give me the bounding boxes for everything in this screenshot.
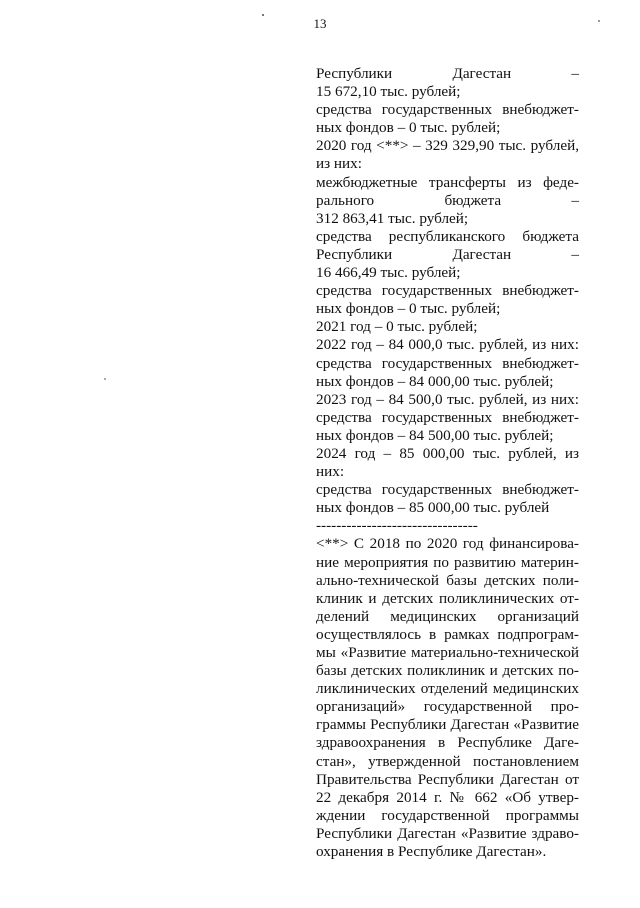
text-line: 2022 год – 84 000,0 тыс. рублей, из них:	[316, 336, 579, 354]
text-line: 312 863,41 тыс. рублей;	[316, 209, 469, 227]
text-line: ных фондов – 0 тыс. рублей;	[316, 300, 501, 318]
text-line: рального бюджета –	[316, 191, 579, 209]
text-line: средства государственных внебюджет-	[316, 282, 579, 300]
footnote-line: базы детских поликлиник и детских по-	[316, 662, 579, 680]
text-line: средства государственных внебюджет-	[316, 408, 579, 426]
text-line: них:	[316, 463, 345, 481]
footnote-line: ние мероприятия по развитию материн-	[316, 553, 579, 571]
text-line: 16 466,49 тыс. рублей;	[316, 264, 461, 282]
footnote-line: здравоохранения в Республике Даге-	[316, 734, 579, 752]
footnote-line: <**> С 2018 по 2020 год финансирова-	[316, 535, 579, 553]
footnote-line: осуществлялось в рамках подпрограм-	[316, 625, 579, 643]
page-number: 13	[313, 16, 327, 31]
document-body	[316, 65, 579, 861]
scan-mark	[104, 378, 106, 380]
text-line: Республики Дагестан –	[316, 65, 579, 82]
footnote-line: стан», утвержденной постановлением	[316, 752, 579, 770]
footnote-line: организаций» государственной про-	[316, 698, 579, 716]
text-line: 2020 год <**> – 329 329,90 тыс. рублей,	[316, 137, 579, 155]
footnote-line: 22 декабря 2014 г. № 662 «Об утвер-	[316, 788, 579, 806]
footnote-line: ликлинических отделений медицинских	[316, 680, 579, 698]
footnote-line: Правительства Республики Дагестан от	[316, 770, 579, 788]
text-line: 2023 год – 84 500,0 тыс. рублей, из них:	[316, 390, 579, 408]
text-line: ных фондов – 84 500,00 тыс. рублей;	[316, 426, 554, 444]
text-line: межбюджетные трансферты из феде-	[316, 173, 579, 191]
text-line: ных фондов – 84 000,00 тыс. рублей;	[316, 372, 554, 390]
text-line: 2021 год – 0 тыс. рублей;	[316, 318, 478, 336]
footnote-line: Республики Дагестан «Развитие здраво-	[316, 824, 579, 842]
text-line: средства государственных внебюджет-	[316, 101, 579, 119]
text-line: ных фондов – 0 тыс. рублей;	[316, 119, 501, 137]
footnote-line: ждении государственной программы	[316, 806, 579, 824]
text-line: средства государственных внебюджет-	[316, 354, 579, 372]
footnote-line: ально-технической базы детских поли-	[316, 571, 579, 589]
footnote-line: граммы Республики Дагестан «Развитие	[316, 716, 579, 734]
scan-mark	[598, 20, 600, 22]
text-line: Республики Дагестан –	[316, 245, 579, 263]
text-line: 15 672,10 тыс. рублей;	[316, 83, 461, 101]
scan-mark	[262, 14, 264, 16]
footnote-line: делений медицинских организаций	[316, 607, 579, 625]
footnote-line: мы «Развитие материально-технической	[316, 644, 579, 661]
text-line: ных фондов – 85 000,00 тыс. рублей	[316, 499, 550, 517]
text-line: 2024 год – 85 000,00 тыс. рублей, из	[316, 444, 579, 462]
footnote-separator: --------------------------------	[316, 517, 478, 535]
funding-text	[316, 65, 579, 517]
footnote-line: охранения в Республике Дагестан».	[316, 843, 547, 861]
footnote	[316, 535, 579, 861]
footnote-line: клиник и детских поликлинических от-	[316, 589, 579, 607]
text-line: из них:	[316, 155, 362, 173]
text-line: средства республиканского бюджета	[316, 227, 579, 245]
text-line: средства государственных внебюджет-	[316, 481, 579, 499]
